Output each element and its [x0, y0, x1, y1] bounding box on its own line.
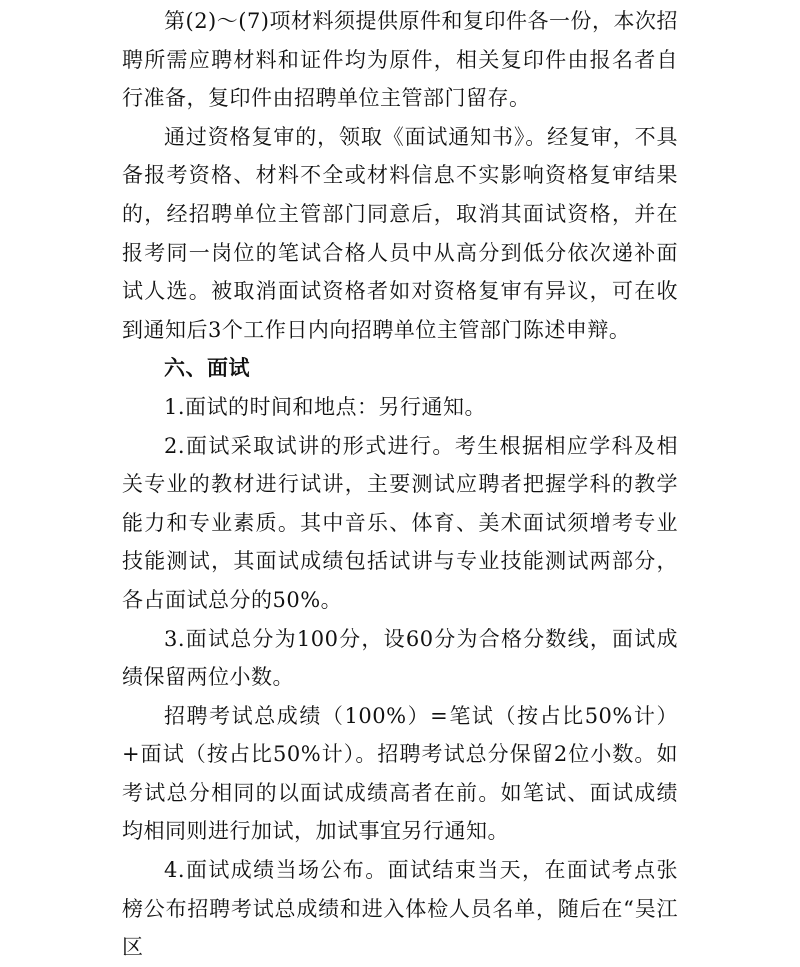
paragraph-interview-format: 2.面试采取试讲的形式进行。考生根据相应学科及相关专业的教材进行试讲，主要测试应聘者把握学科的教学能力和专业素质。其中音乐、体育、美术面试须增考专业技能测试，其面试成绩包括试讲与专业技能测试两部分，各占面试总分的50%。 — [122, 433, 678, 612]
paragraph-interview-time: 1.面试的时间和地点：另行通知。 — [164, 394, 487, 419]
section-heading-interview: 六、面试 — [164, 355, 250, 381]
document-page — [122, 0, 678, 967]
paragraph-score-announcement: 4.面试成绩当场公布。面试结束当天，在面试考点张榜公布招聘考试总成绩和进入体检人员名单，随后在“吴江区 — [122, 858, 678, 960]
paragraph-interview-score: 3.面试总分为100分，设60分为合格分数线，面试成绩保留两位小数。 — [122, 626, 678, 690]
paragraph-qualification-review: 通过资格复审的，领取《面试通知书》。经复审，不具备报考资格、材料不全或材料信息不实影响资格复审结果的，经招聘单位主管部门同意后，取消其面试资格，并在报考同一岗位的笔试合格人员中从高分到低分依次递补面试人选。被取消面试资格者如对资格复审有异议，可在收到通知后3个工作日内向招聘单位主管部门陈述申辩。 — [122, 124, 678, 342]
paragraph-total-score: 招聘考试总成绩（100%）=笔试（按占比50%计）+面试（按占比50%计）。招聘考试总分保留2位小数。如考试总分相同的以面试成绩高者在前。如笔试、面试成绩均相同则进行加试，加试事宜另行通知。 — [122, 703, 678, 844]
paragraph-materials: 第(2)～(7)项材料须提供原件和复印件各一份，本次招聘所需应聘材料和证件均为原件，相关复印件由报名者自行准备，复印件由招聘单位主管部门留存。 — [122, 9, 678, 111]
